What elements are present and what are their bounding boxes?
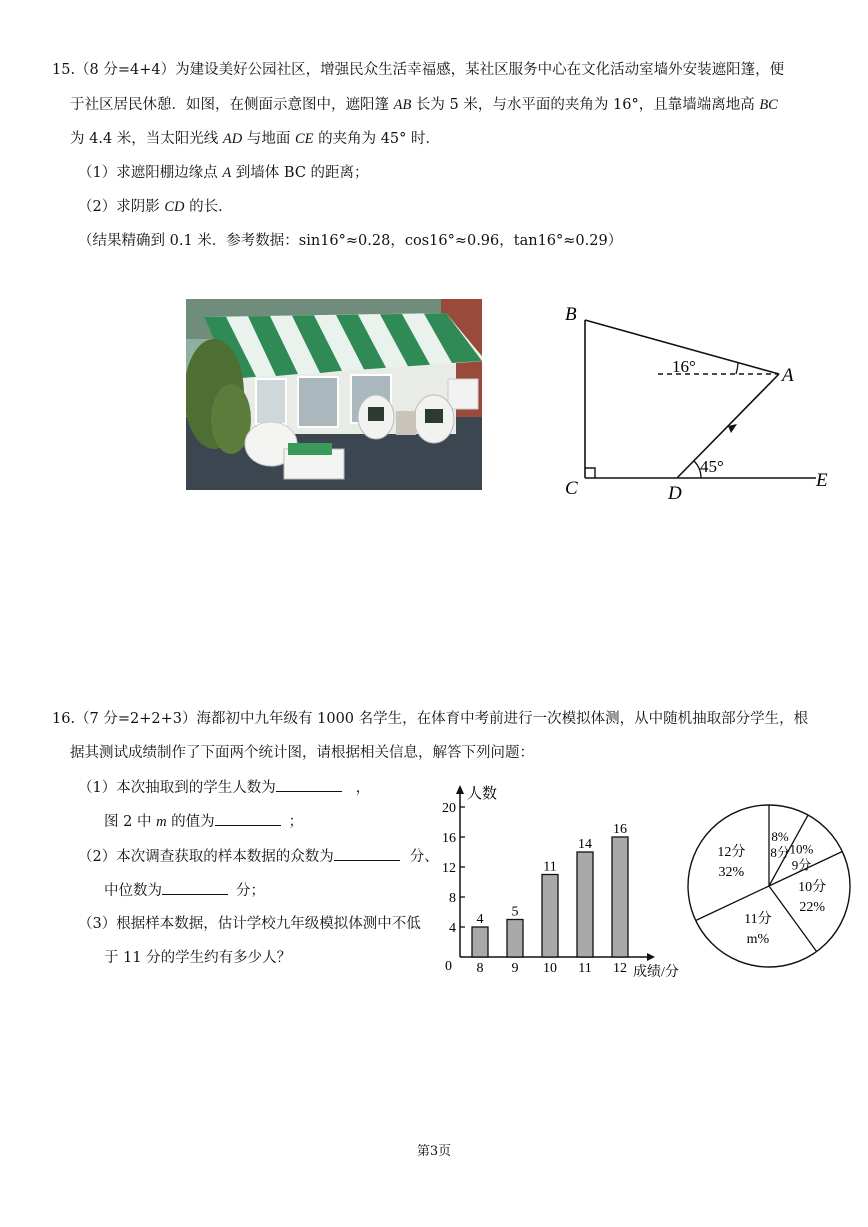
label-b: B (565, 304, 577, 325)
y-tick-label: 8 (449, 891, 456, 906)
bar (612, 837, 628, 957)
awning-photo (186, 299, 482, 490)
pie-slice-label: 12分 (717, 845, 746, 861)
q16-text: 中位数为 (104, 883, 162, 899)
q15-text: （2）求阴影 (78, 199, 165, 215)
y-tick-label: 4 (449, 921, 456, 936)
pie-slice-value: 9分 (791, 857, 812, 873)
pie-slice-label: 10分 (798, 880, 827, 896)
label-e: E (816, 470, 828, 491)
q15-text: 长为 5 米，与水平面的夹角为 16°，且靠墙端离地高 (411, 97, 760, 113)
q15-text: 15.（8 分=4+4）为建设美好公园社区，增强民众生活幸福感，某社区服务中心在文化活动室墙外安装遮阳篷，便 (52, 62, 785, 78)
answer-blank[interactable] (162, 880, 228, 895)
bar (542, 875, 558, 958)
x-tick-label: 10 (543, 961, 557, 976)
q15-math: CD (164, 199, 185, 215)
q15-sub1 (78, 163, 369, 183)
q16-part1a (78, 777, 370, 798)
pie-slice-value: 8分 (770, 844, 790, 860)
y-tick-label: 16 (442, 831, 456, 846)
bar-value-label: 5 (511, 904, 519, 920)
pie-slice-label: 10% (789, 841, 814, 857)
pie-slice-label: 8% (771, 828, 789, 844)
pie-slice-value: 32% (718, 865, 745, 881)
label-a: A (782, 365, 794, 386)
q15-text: 于社区居民休憩．如图，在侧面示意图中，遮阳篷 (70, 97, 394, 113)
q15-line2 (70, 95, 778, 115)
bar-value-label: 4 (476, 912, 484, 927)
q16-line2 (70, 743, 534, 763)
q16-text: ； (288, 814, 304, 830)
x-axis-label: 成绩/分 (633, 965, 679, 980)
q16-text: 16.（7 分=2+2+3）海都初中九年级有 1000 名学生，在体育中考前进行一次模拟体测，从中随机抽取部分学生，根 (52, 711, 809, 727)
bar-value-label: 16 (613, 822, 627, 837)
q16-text: 图 2 中 (104, 814, 157, 830)
x-tick-label: 12 (613, 961, 627, 976)
q15-sub2 (78, 197, 233, 217)
q15-line3 (70, 129, 440, 149)
q15-math: BC (759, 97, 778, 113)
bar (472, 927, 488, 957)
q16-part1b (104, 811, 303, 832)
q16-text: 于 11 分的学生约有多少人？ (104, 950, 292, 966)
q15-math: AB (393, 97, 412, 113)
q16-part3b (104, 948, 291, 968)
q16-text: （3）根据样本数据，估计学校九年级模拟体测中不低 (78, 916, 421, 932)
pie-slice-value: m% (746, 932, 770, 948)
x-tick-label: 8 (476, 961, 484, 976)
x-tick-label: 11 (578, 961, 592, 976)
q15-text: （结果精确到 0.1 米．参考数据：sin16°≈0.28，cos16°≈0.96，tan16°≈0.29） (78, 233, 623, 249)
origin-label: 0 (445, 959, 452, 974)
q15-text: 与地面 (242, 131, 295, 147)
q16-math: m (156, 814, 167, 830)
q16-text: 据其测试成绩制作了下面两个统计图，请根据相关信息，解答下列问题： (70, 745, 534, 761)
y-axis-label: 人数 (467, 786, 498, 802)
pie-slice-value: 22% (799, 900, 825, 916)
geometry-diagram (560, 296, 840, 506)
q15-text: 到墙体 BC 的距离； (231, 165, 369, 181)
q15-text: （1）求遮阳棚边缘点 (78, 165, 223, 181)
q16-line1 (52, 709, 808, 729)
x-axis-arrow (647, 953, 655, 961)
q16-text: ， (355, 780, 371, 796)
right-angle-mark (585, 468, 595, 478)
label-c: C (565, 478, 578, 499)
label-d: D (668, 483, 682, 504)
answer-blank[interactable] (215, 811, 281, 826)
q15-note (78, 231, 622, 251)
q16-text: 分； (236, 883, 265, 899)
bar (507, 920, 523, 958)
answer-blank[interactable] (334, 846, 400, 861)
q15-text: 为 4.4 米，当太阳光线 (70, 131, 223, 147)
q16-text: （2）本次调查获取的样本数据的众数为 (78, 849, 334, 865)
angle-45-label: 45° (700, 457, 724, 476)
q16-text: 分、 (409, 849, 439, 865)
q16-part3a (78, 914, 421, 934)
bar-chart (425, 780, 687, 985)
y-tick-label: 20 (442, 801, 456, 816)
q16-text: 的值为 (166, 814, 215, 830)
page-footer: 第3页 (416, 1144, 452, 1159)
x-tick-label: 9 (511, 961, 519, 976)
q15-math: CE (294, 131, 314, 147)
pie-slice-label: 11分 (744, 912, 772, 928)
q15-line1 (52, 60, 784, 80)
pie-chart (684, 800, 854, 972)
q15-text: 的长． (184, 199, 233, 215)
bar (577, 852, 593, 957)
angle-16-label: 16° (672, 357, 696, 376)
q16-part2b (104, 880, 265, 901)
bar-value-label: 11 (543, 859, 557, 875)
q15-math: A (222, 165, 232, 181)
q15-math: AD (222, 131, 243, 147)
q16-part2a (78, 846, 439, 867)
q16-text: （1）本次抽取到的学生人数为 (78, 780, 276, 796)
angle-arc-16 (736, 363, 738, 374)
bar-value-label: 14 (578, 837, 592, 852)
y-tick-label: 12 (442, 861, 456, 876)
answer-blank[interactable] (276, 777, 342, 792)
q15-text: 的夹角为 45° 时． (313, 131, 441, 147)
y-axis-arrow (456, 785, 464, 794)
